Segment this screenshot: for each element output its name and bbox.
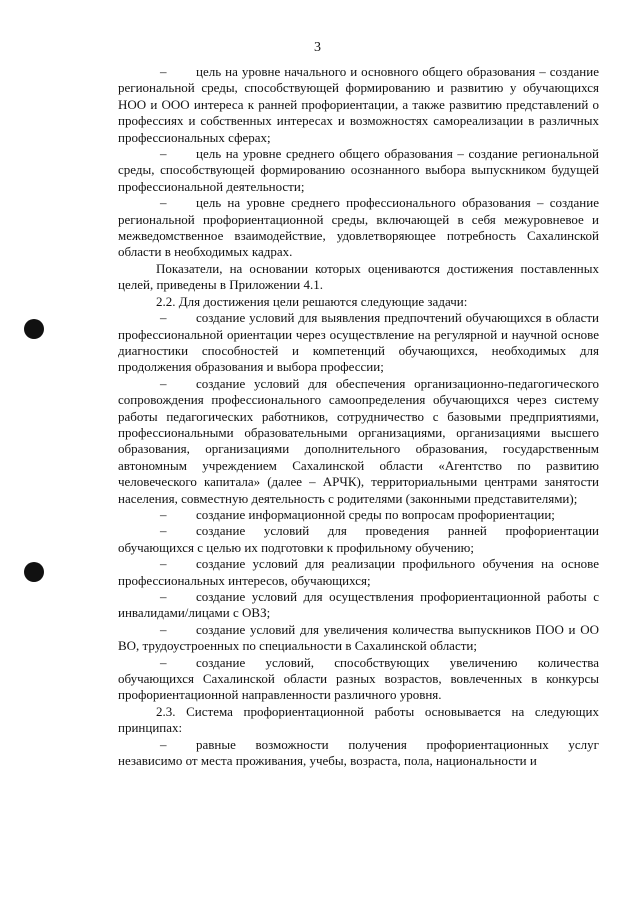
- binder-hole-mark: [24, 319, 44, 339]
- bullet-task-early-guidance: – создание условий для проведения ранней профориентации обучающихся с целью их подготовки к профильному обучению;: [118, 523, 599, 556]
- bullet-goal-primary: – цель на уровне начального и основного общего образования – создание региональной среды, способствующей формированию и развитию у обучающихся НОО и ООО интереса к ранней профориентации, а также развитию представлений о профессиях и собственных интересах и возможностях самореализации в различных профессиональных сферах;: [118, 64, 599, 146]
- bullet-task-profile-training: – создание условий для реализации профильного обучения на основе профессиональных интересов, обучающихся;: [118, 556, 599, 589]
- section-2-2-heading: 2.2. Для достижения цели решаются следующие задачи:: [156, 293, 468, 309]
- bullet-task-support: – создание условий для обеспечения организационно-педагогического сопровождения профессионального самоопределения обучающихся через систему работы педагогических работников, сотрудничество с базовыми предприятиями, профессиональными образовательными организациями, организациями высшего образования, организациями дополнительного образования, государственным автономным учреждением Сахалинской области «Агентство по развитию человеческого капитала» (далее – АРЧК), территориальными центрами занятости населения, совместную деятельность с родителями (законными представителями);: [118, 376, 599, 507]
- bullet-task-contests: – создание условий, способствующих увеличению количества обучающихся Сахалинской области разных возрастов, вовлеченных в конкурсы профориентационной направленности различного уровня.: [118, 655, 599, 704]
- page-number: 3: [314, 40, 321, 55]
- document-body: [118, 64, 599, 769]
- bullet-task-employment: – создание условий для увеличения количества выпускников ПОО и ОО ВО, трудоустроенных по специальности в Сахалинской области;: [118, 622, 599, 655]
- bullet-task-disabilities: – создание условий для осуществления профориентационной работы с инвалидами/лицами с ОВЗ;: [118, 589, 599, 622]
- paragraph-indicators: Показатели, на основании которых оцениваются достижения поставленных целей, приведены в Приложении 4.1.: [118, 260, 599, 293]
- bullet-goal-vocational: – цель на уровне среднего профессионального образования – создание региональной профориентационной среды, включающей в себя межуровневое и межведомственное взаимодействие, удовлетворяющее потребность Сахалинской области в необходимых кадрах.: [118, 195, 599, 261]
- binder-hole-mark: [24, 562, 44, 582]
- bullet-task-diagnostics: – создание условий для выявления предпочтений обучающихся в области профессиональной ориентации через осуществление на регулярной и научной основе диагностики способностей и компетенций обучающихся, необходимых для продолжения образования и выбора профессии;: [118, 310, 599, 376]
- bullet-task-info-environment: – создание информационной среды по вопросам профориентации;: [118, 507, 599, 523]
- bullet-principle-equal-opportunities: – равные возможности получения профориентационных услуг независимо от места проживания, учебы, возраста, пола, национальности и: [118, 737, 599, 770]
- bullet-goal-secondary: – цель на уровне среднего общего образования – создание региональной среды, способствующей формированию осознанного выбора выпускником будущей профессиональной деятельности;: [118, 146, 599, 195]
- section-2-3-heading: 2.3. Система профориентационной работы основывается на следующих принципах:: [118, 703, 599, 736]
